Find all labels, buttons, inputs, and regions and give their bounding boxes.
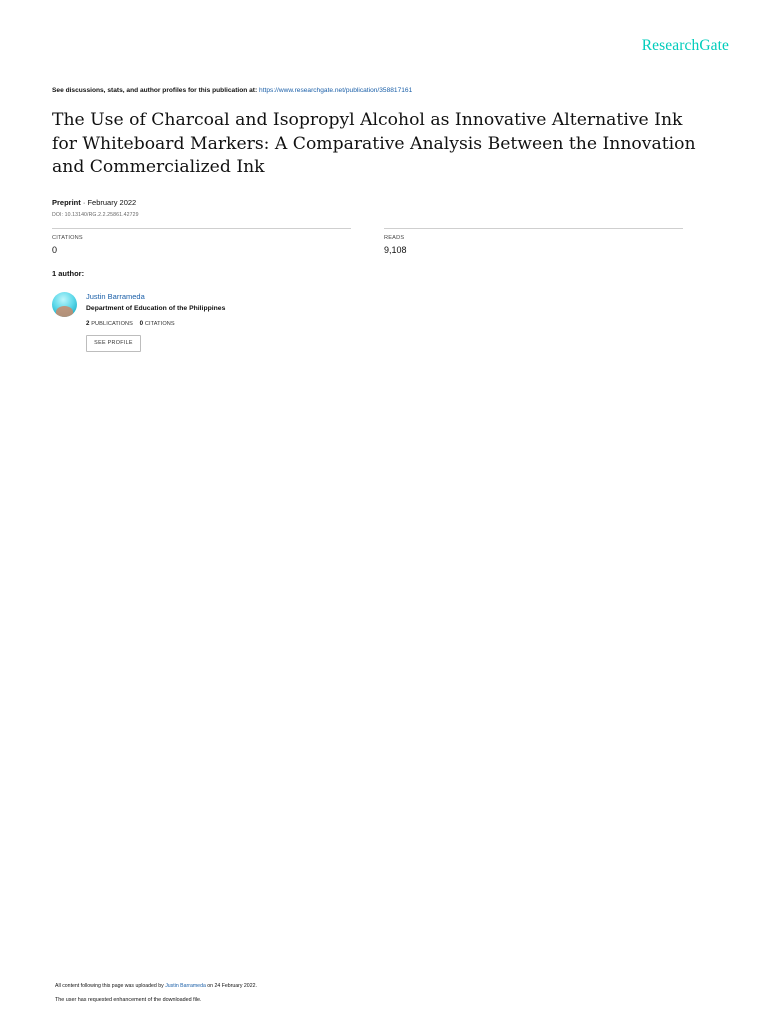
publication-date: · February 2022 [82,198,137,207]
author-publications-label: PUBLICATIONS [91,321,134,327]
discussion-prefix: See discussions, stats, and author profiles for this publication at: [52,87,258,94]
author-name-link[interactable]: Justin Barrameda [86,292,145,301]
author-stats [86,320,175,327]
reads-label: READS [384,235,405,241]
publication-meta [52,198,136,207]
author-affiliation: Department of Education of the Philippines [86,305,226,312]
upload-suffix: on 24 February 2022. [207,983,257,989]
enhancement-note: The user has requested enhancement of the downloaded file. [55,997,202,1003]
citations-label: CITATIONS [52,235,83,241]
page-title: The Use of Charcoal and Isopropyl Alcohol as Innovative Alternative Ink for Whiteboard Markers: A Comparative Analysis Between the Innovation and Commercialized Ink [52,110,696,177]
uploader-link[interactable]: Justin Barrameda [165,983,206,989]
reads-divider [384,228,683,229]
author-citations-label: CITATIONS [144,321,175,327]
doi: DOI: 10.13140/RG.2.2.25861.42729 [52,212,139,218]
author-publications-count: 2 [86,320,90,327]
discussion-line [52,87,412,94]
citations-value: 0 [52,245,58,255]
authors-heading: 1 author: [52,269,85,278]
see-profile-button[interactable]: SEE PROFILE [86,335,141,352]
publication-link[interactable]: https://www.researchgate.net/publication/358817161 [259,87,413,94]
publication-type: Preprint [52,198,81,207]
author-citations-count: 0 [139,320,144,327]
researchgate-logo[interactable]: ResearchGate [641,37,729,54]
upload-prefix: All content following this page was uploaded by [55,983,164,989]
upload-note [55,983,257,989]
citations-divider [52,228,351,229]
avatar[interactable] [52,292,77,317]
reads-value: 9,108 [384,245,407,255]
